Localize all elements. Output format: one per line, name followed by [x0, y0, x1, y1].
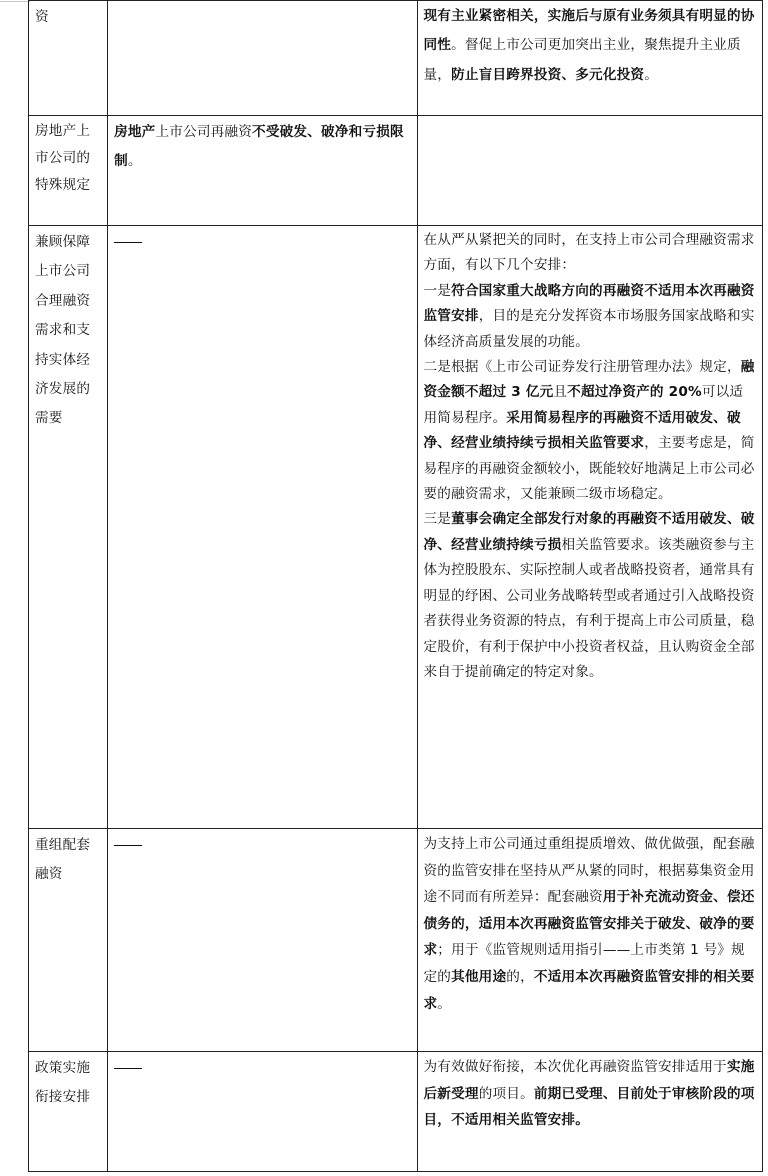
dash-placeholder	[114, 845, 142, 846]
row-rule-cell	[108, 1, 417, 116]
table-row	[29, 829, 763, 1052]
paragraph: 二是根据《上市公司证券发行注册管理办法》规定，融资金额不超过 3 亿元且不超过净资产的 20%可以适用简易程序。采用简易程序的再融资不适用破发、破净、经营业绩持续亏损相关监管要求，主要考虑是，简易程序的再融资金额较小，既能较好地满足上市公司必要的融资需求，又能兼顾二级市场稳定。	[423, 359, 755, 503]
row-category: 政策实施衔接安排	[29, 1052, 108, 1172]
row-detail-cell: 为有效做好衔接，本次优化再融资监管安排适用于实施后新受理的项目。前期已受理、目前处于审核阶段的项目，不适用相关监管安排。	[417, 1052, 763, 1172]
row-rule-cell: 房地产上市公司再融资不受破发、破净和亏损限制。	[108, 116, 417, 226]
paragraph: 一是符合国家重大战略方向的再融资不适用本次再融资监管安排，目的是充分发挥资本市场服务国家战略和实体经济高质量发展的功能。	[423, 282, 755, 350]
dash-placeholder	[114, 1068, 142, 1069]
table-row	[29, 1, 763, 116]
row-category: 重组配套融资	[29, 829, 108, 1052]
row-rule-cell	[108, 226, 417, 829]
regulation-table	[28, 0, 763, 1172]
row-rule-cell	[108, 1052, 417, 1172]
row-detail-cell	[417, 226, 763, 829]
table-row	[29, 116, 763, 226]
paragraph: 三是董事会确定全部发行对象的再融资不适用破发、破净、经营业绩持续亏损相关监管要求。该类融资参与主体为控股股东、实际控制人或者战略投资者，通常具有明显的纾困、公司业务战略转型或者通过引入战略投资者获得业务资源的特点，有利于提高上市公司质量，稳定股价，有利于保护中小投资者权益，且认购资金全部来自于提前确定的特定对象。	[423, 511, 755, 680]
row-rule-cell	[108, 829, 417, 1052]
row-detail-cell: 现有主业紧密相关，实施后与原有业务须具有明显的协同性。督促上市公司更加突出主业，聚焦提升主业质量，防止盲目跨界投资、多元化投资。	[417, 1, 763, 116]
dash-placeholder	[114, 242, 142, 243]
page-top-rule	[0, 1, 30, 2]
row-category: 资	[29, 1, 108, 116]
row-category: 兼顾保障上市公司合理融资需求和支持实体经济发展的需要	[29, 226, 108, 829]
table-row	[29, 226, 763, 829]
paragraph: 在从严从紧把关的同时，在支持上市公司合理融资需求方面，有以下几个安排：	[423, 232, 755, 274]
row-detail-cell: 为支持上市公司通过重组提质增效、做优做强，配套融资的监管安排在坚持从严从紧的同时，根据募集资金用途不同而有所差异：配套融资用于补充流动资金、偿还债务的，适用本次再融资监管安排关于破发、破净的要求；用于《监管规则适用指引——上市类第 1 号》规定的其他用途的，不适用本次再融资监管安排的相关要求。	[417, 829, 763, 1052]
row-detail-cell	[417, 116, 763, 226]
row-category: 房地产上市公司的特殊规定	[29, 116, 108, 226]
table-row	[29, 1052, 763, 1172]
